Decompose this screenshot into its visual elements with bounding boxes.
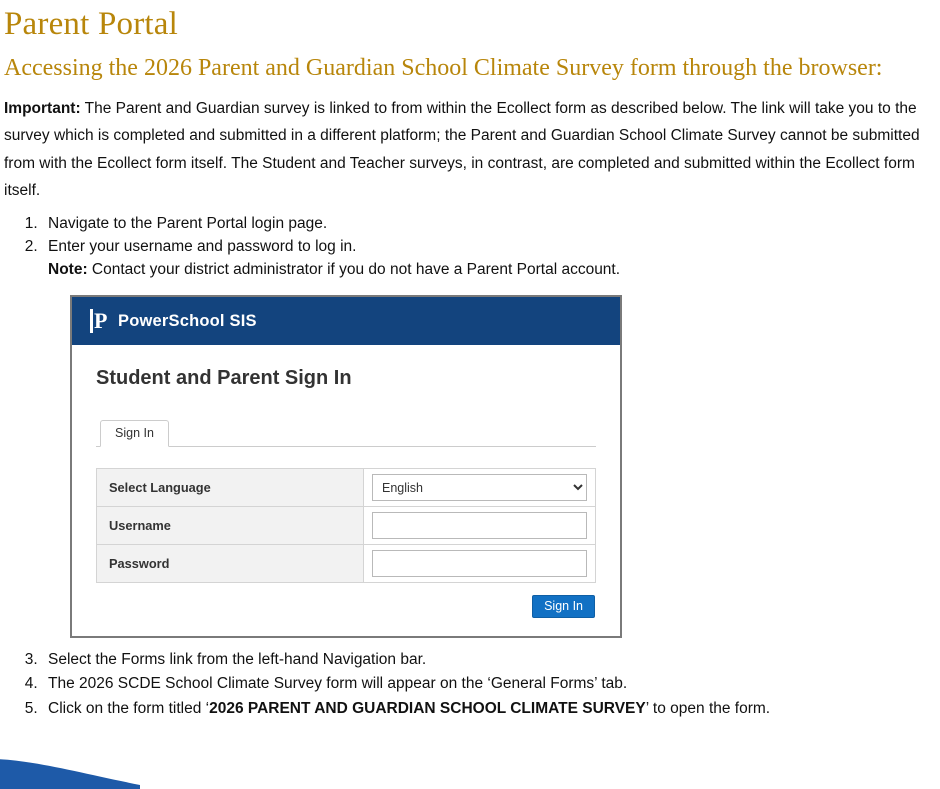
step-text-prefix: Click on the form titled ‘: [48, 699, 210, 717]
language-select[interactable]: [372, 474, 587, 501]
list-item: [42, 213, 930, 235]
app-header: [72, 297, 620, 345]
password-label: Password: [97, 545, 364, 583]
sign-in-button[interactable]: Sign In: [532, 595, 595, 618]
step-text-suffix: ’ to open the form.: [645, 699, 771, 717]
signin-heading: Student and Parent Sign In: [96, 367, 352, 389]
signin-panel: [72, 345, 620, 636]
list-item: [42, 236, 930, 281]
important-paragraph: [4, 95, 930, 205]
important-label: Important:: [4, 99, 81, 117]
table-row: [97, 545, 596, 583]
note-label: Note:: [48, 260, 88, 278]
form-title: 2026 PARENT AND GUARDIAN SCHOOL CLIMATE SURVEY: [209, 699, 646, 717]
steps-list-bottom: [4, 648, 930, 720]
table-row: [97, 507, 596, 545]
list-item: [42, 697, 930, 720]
page-title: Parent Portal: [4, 6, 178, 42]
tabstrip: [96, 418, 596, 447]
list-item: [42, 648, 930, 671]
app-name: PowerSchool SIS: [118, 311, 257, 330]
powerschool-logo-icon: P: [90, 309, 109, 333]
note-text: Contact your district administrator if you do not have a Parent Portal account.: [87, 260, 621, 278]
signin-form: [96, 468, 596, 583]
important-text: The Parent and Guardian survey is linked to from within the Ecollect form as described below. The link will take you to the survey which is completed and submitted in a different platform; the Parent and Guardian School Climate Survey cannot be submitted from with the Ecollect form itself. The Student and Teacher surveys, in contrast, are completed and submitted within the Ecollect form itself.: [4, 99, 920, 200]
step-text: Navigate to the Parent Portal login page.: [48, 214, 328, 232]
steps-list-top: [4, 213, 930, 281]
step-text: Enter your username and password to log in.: [48, 238, 357, 256]
select-language-label: Select Language: [97, 469, 364, 507]
document-page: [0, 6, 940, 783]
tab-sign-in[interactable]: Sign In: [100, 420, 169, 447]
powerschool-signin-screenshot: [70, 295, 622, 638]
step-text: The 2026 SCDE School Climate Survey form will appear on the ‘General Forms’ tab.: [48, 675, 628, 693]
username-input[interactable]: [372, 512, 587, 539]
step-text: Select the Forms link from the left-hand Navigation bar.: [48, 651, 427, 668]
username-label: Username: [97, 507, 364, 545]
password-input[interactable]: [372, 550, 587, 577]
page-subtitle: Accessing the 2026 Parent and Guardian School Climate Survey form through the browser:: [4, 55, 883, 81]
table-row: [97, 469, 596, 507]
list-item: [42, 672, 930, 695]
decorative-swoosh: [0, 755, 140, 789]
